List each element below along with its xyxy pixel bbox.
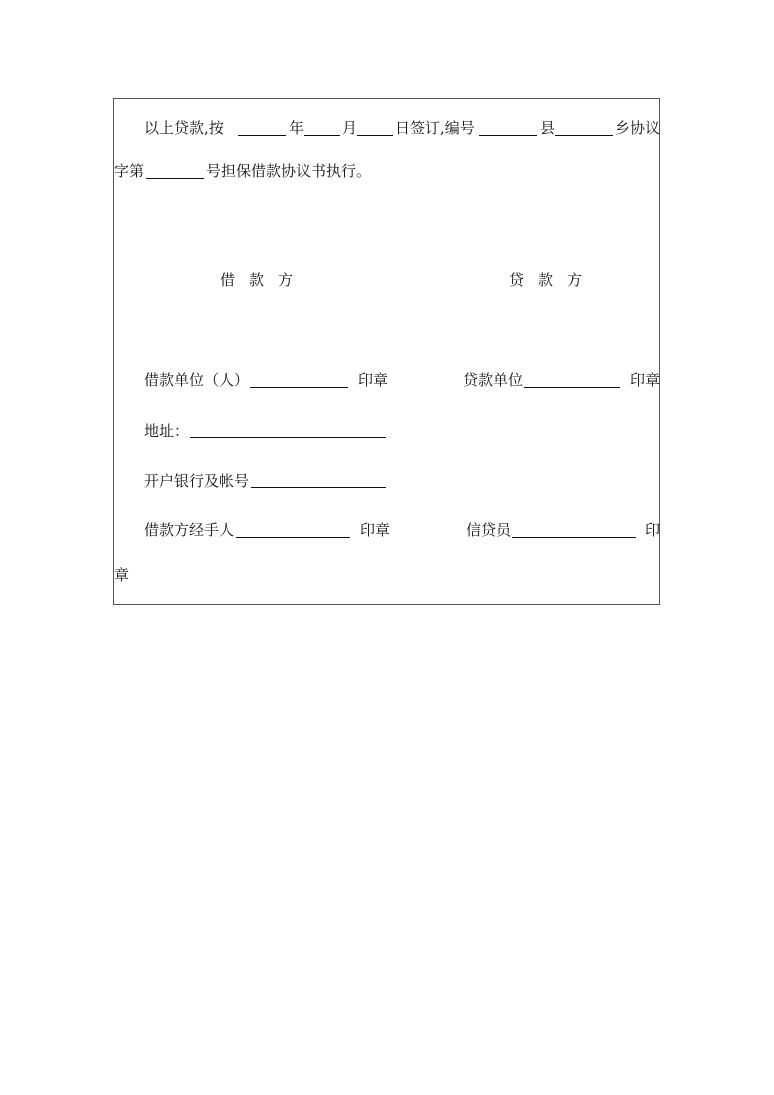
lender-unit-label: 贷款单位: [463, 371, 524, 389]
bank-account-label: 开户银行及帐号: [144, 472, 250, 490]
borrower-seal-label: 印章: [358, 371, 389, 389]
officer-seal-label-part1: 印: [645, 521, 661, 539]
clause-text-6: 乡协议: [615, 119, 661, 137]
clause-text-7: 字第: [114, 162, 145, 180]
date-day-blank[interactable]: [357, 135, 393, 136]
clause-text-3: 月: [342, 119, 358, 137]
lender-heading: 贷款方: [509, 271, 597, 289]
clause-text-1: 以上贷款,按: [144, 119, 224, 137]
clause-text-5: 县: [540, 119, 556, 137]
agreement-number-blank[interactable]: [146, 178, 204, 179]
bank-account-blank[interactable]: [251, 487, 386, 488]
number-blank[interactable]: [479, 135, 537, 136]
date-year-blank[interactable]: [238, 135, 286, 136]
handler-seal-label: 印章: [360, 521, 391, 539]
county-blank[interactable]: [555, 135, 613, 136]
officer-seal-label-part2: 章: [114, 566, 130, 584]
lender-seal-label: 印章: [630, 371, 661, 389]
clause-text-8: 号担保借款协议书执行。: [206, 162, 372, 180]
borrower-handler-label: 借款方经手人: [144, 521, 235, 539]
clause-text-4: 日签订,编号: [395, 119, 475, 137]
date-month-blank[interactable]: [304, 135, 340, 136]
credit-officer-label: 信贷员: [466, 521, 512, 539]
borrower-unit-label: 借款单位（人）: [144, 371, 250, 389]
address-blank[interactable]: [190, 437, 386, 438]
borrower-handler-blank[interactable]: [236, 537, 350, 538]
credit-officer-blank[interactable]: [512, 537, 636, 538]
lender-unit-blank[interactable]: [524, 387, 620, 388]
borrower-unit-blank[interactable]: [250, 387, 348, 388]
borrower-heading: 借款方: [220, 271, 308, 289]
clause-text-2: 年: [289, 119, 305, 137]
address-label: 地址：: [144, 422, 190, 440]
